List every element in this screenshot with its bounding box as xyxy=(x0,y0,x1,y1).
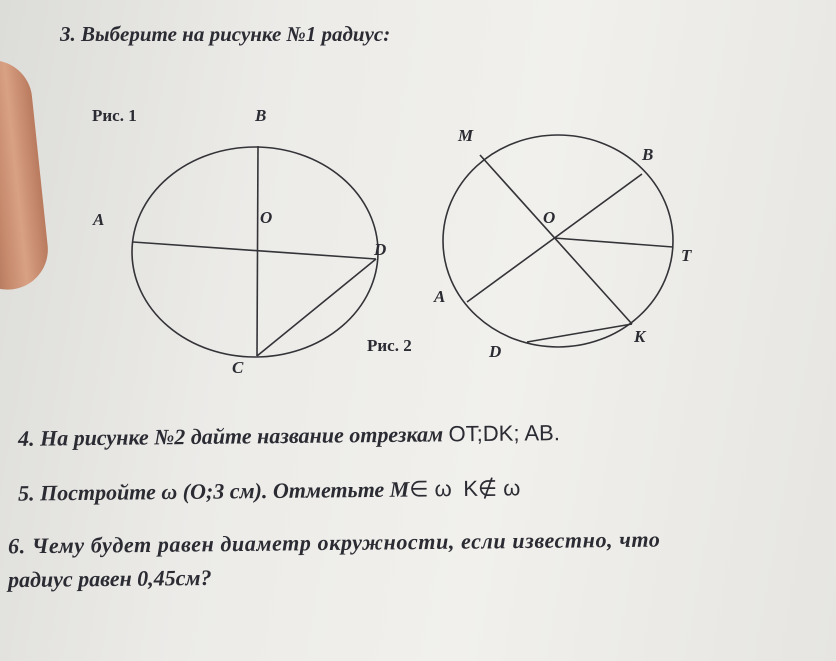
figure-1-label-b: B xyxy=(255,106,267,125)
figure-2-geometry xyxy=(443,135,673,347)
figure-1-label-d: D xyxy=(374,240,387,259)
figure-1-label-a: A xyxy=(93,210,105,229)
task-4-segments: OT;DK; AB. xyxy=(448,420,560,447)
task-5-point-k: K xyxy=(463,475,479,501)
figure-2-caption: Рис. 2 xyxy=(367,336,412,355)
figure-2-label-a: A xyxy=(434,287,446,306)
task-5-relation-k: ∉ ω xyxy=(477,475,521,501)
figure-2-label-b: B xyxy=(642,145,654,164)
figure-2-label-o: O xyxy=(543,208,556,227)
figure-1-circle xyxy=(132,147,378,357)
figure-2-radius-ot xyxy=(554,238,673,247)
task-3-text: 3. Выберите на рисунке №1 радиус: xyxy=(60,22,391,46)
task-6-line-2: радиус равен 0,45см? xyxy=(7,564,212,593)
figure-2-label-t: T xyxy=(681,246,692,265)
figure-2-chord-mk xyxy=(480,155,632,324)
figure-1-caption: Рис. 1 xyxy=(92,106,137,125)
figure-2-label-d: D xyxy=(489,342,502,361)
task-5-text: 5. Постройте ω (O;3 см). Отметьте M xyxy=(17,476,410,506)
figure-1-horizontal-chord xyxy=(133,242,376,259)
figure-2-label-m: M xyxy=(458,126,474,145)
task-5 xyxy=(18,475,521,506)
figure-1-label-c: C xyxy=(232,358,244,377)
figure-1-geometry xyxy=(132,146,378,357)
task-6-line-1: 6. Чему будет равен диаметр окружности, если известно, что xyxy=(7,526,661,559)
figure-2-label-k: K xyxy=(634,327,646,346)
figure-1-label-o: O xyxy=(260,208,273,227)
task-5-relation-m: ∈ ω xyxy=(409,476,452,502)
task-4-text: 4. На рисунке №2 дайте название отрезкам xyxy=(17,421,444,451)
figure-1-chord-cd xyxy=(257,259,376,356)
